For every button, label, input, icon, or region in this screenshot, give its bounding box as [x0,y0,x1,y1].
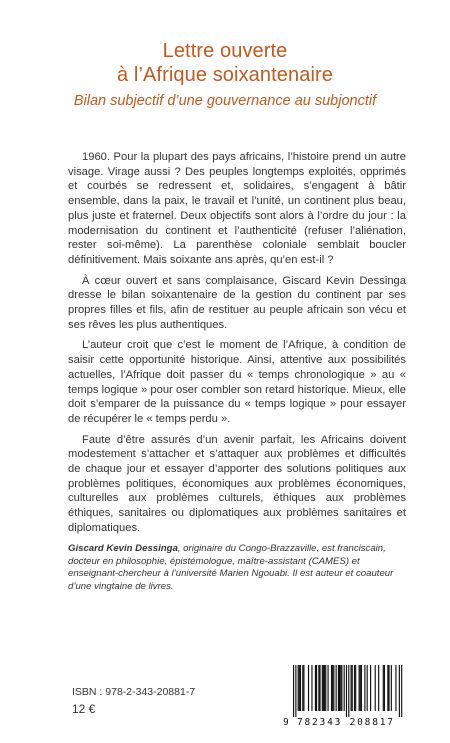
barcode-remaining-digits: 782343 208817 [297,717,395,728]
blurb-text [68,150,406,542]
barcode-bar [299,665,300,711]
barcode-bar [324,665,325,711]
barcode-bar [331,665,332,711]
author-name: Giscard Kevin Dessinga [68,543,178,554]
barcode-bar [295,665,296,717]
barcode-bar [322,665,323,711]
barcode-bar [303,665,304,711]
barcode-bar [367,665,368,711]
barcode-bar [344,665,345,711]
price-label: 12 € [72,702,96,716]
barcode-bar [375,665,376,711]
barcode-bar [319,665,320,711]
barcode-bar [318,665,319,711]
barcode-bar [302,665,303,711]
barcode-bar [348,665,349,717]
barcode-bar [364,665,365,711]
barcode-bar [388,665,389,711]
barcode-bar [383,665,384,711]
barcode-lead-digit: 9 [283,717,290,728]
barcode-bar [339,665,340,711]
book-subtitle: Bilan subjectif d’une gouvernance au subjonctif [73,93,377,109]
barcode-bar [384,665,385,711]
barcode-bar [336,665,337,711]
barcode-bar [361,665,362,711]
barcode-bar [338,665,339,711]
barcode-bar [401,665,402,717]
blurb-paragraph-4: Faute d’être assurés d’un avenir parfait, les Africains doivent modestement s’attacher et s’attaquer aux problèmes et difficultés de chaque jour et essayer d’apporter des solutions politiques aux problèmes politiques, économiques aux problèmes économiques, culturelles aux problèmes culturels, éthiques aux problèmes éthiques, sanitaires ou diplomatiques aux problèmes sanitaires et diplomatiques. [68,433,406,534]
blurb-paragraph-2: À cœur ouvert et sans complaisance, Giscard Kevin Dessinga dresse le bilan soixantenaire de la gestion du continent par ses propres filles et fils, afin de restituer au peuple africain son vécu et ses rêves les plus authentiques. [68,274,406,331]
barcode-bar [354,665,355,711]
barcode-bar [332,665,333,711]
barcode-bar [298,665,299,711]
barcode-bar [351,665,352,711]
barcode-bar [340,665,341,711]
barcode-bar [341,665,342,711]
barcode-bar [333,665,334,711]
barcode-bar [378,665,379,711]
barcode-bar [399,665,400,717]
barcode-bar [315,665,316,711]
blurb-paragraph-3: L’auteur croit que c’est le moment de l’Afrique, à condition de saisir cette opportunité historique. Ainsi, attentive aux possibilités actuelles, l’Afrique doit passer du « temps chronologique » au « temps logique » pour oser combler son retard historique. Mieux, elle doit s’emparer de la puissance du « temps logique » pour essayer de récupérer le « temps perdu ». [68,339,406,425]
barcode-bar [355,665,356,711]
isbn-number: ISBN : 978-2-343-20881-7 [72,686,196,698]
author-biography [68,543,406,593]
barcode-bar [323,665,324,711]
barcode-bar [293,665,294,717]
barcode-bar [391,665,392,711]
barcode [281,663,421,733]
barcode-bar [300,665,301,711]
barcode-bar [387,665,388,711]
author-bio-text: , originaire du Congo-Brazzaville, est franciscain, docteur en philosophie, épistémologue, maître-assistant (CAMES) et enseignant-chercheur à l’université Marien Ngouabi. Il est auteur et coauteur d’une vingtaine de livres. [68,543,394,592]
barcode-bar [325,665,326,711]
barcode-bar [395,665,396,711]
blurb-paragraph-1: 1960. Pour la plupart des pays africains, l’histoire prend un autre visage. Virage aussi ? Des peuples longtemps exploités, opprimés et courbés se redressent et, solidaires, s’engagent à bâtir ensemble, dans la paix, le travail et l’unité, un continent plus beau, plus juste et fraternel. Deux objectifs sont alors à l’ordre du jour : la modernisation du continent et l’authenticité (refuser l’aliénation, rester soi-même). La parenthèse coloniale semblait boucler définitivement. Mais soixante ans après, qu’en est-il ? [68,151,406,266]
barcode-bars [293,665,411,717]
barcode-bar [308,665,309,711]
barcode-bar [311,665,312,711]
barcode-bar [352,665,353,711]
book-title-line-1: Lettre ouverte [162,40,288,62]
barcode-bar [359,665,360,711]
barcode-bar [316,665,317,711]
barcode-bar [346,665,347,717]
barcode-bar [370,665,371,711]
barcode-bar [328,665,329,711]
book-title-line-2: à l’Afrique soixantenaire [117,64,333,86]
barcode-bar [360,665,361,711]
